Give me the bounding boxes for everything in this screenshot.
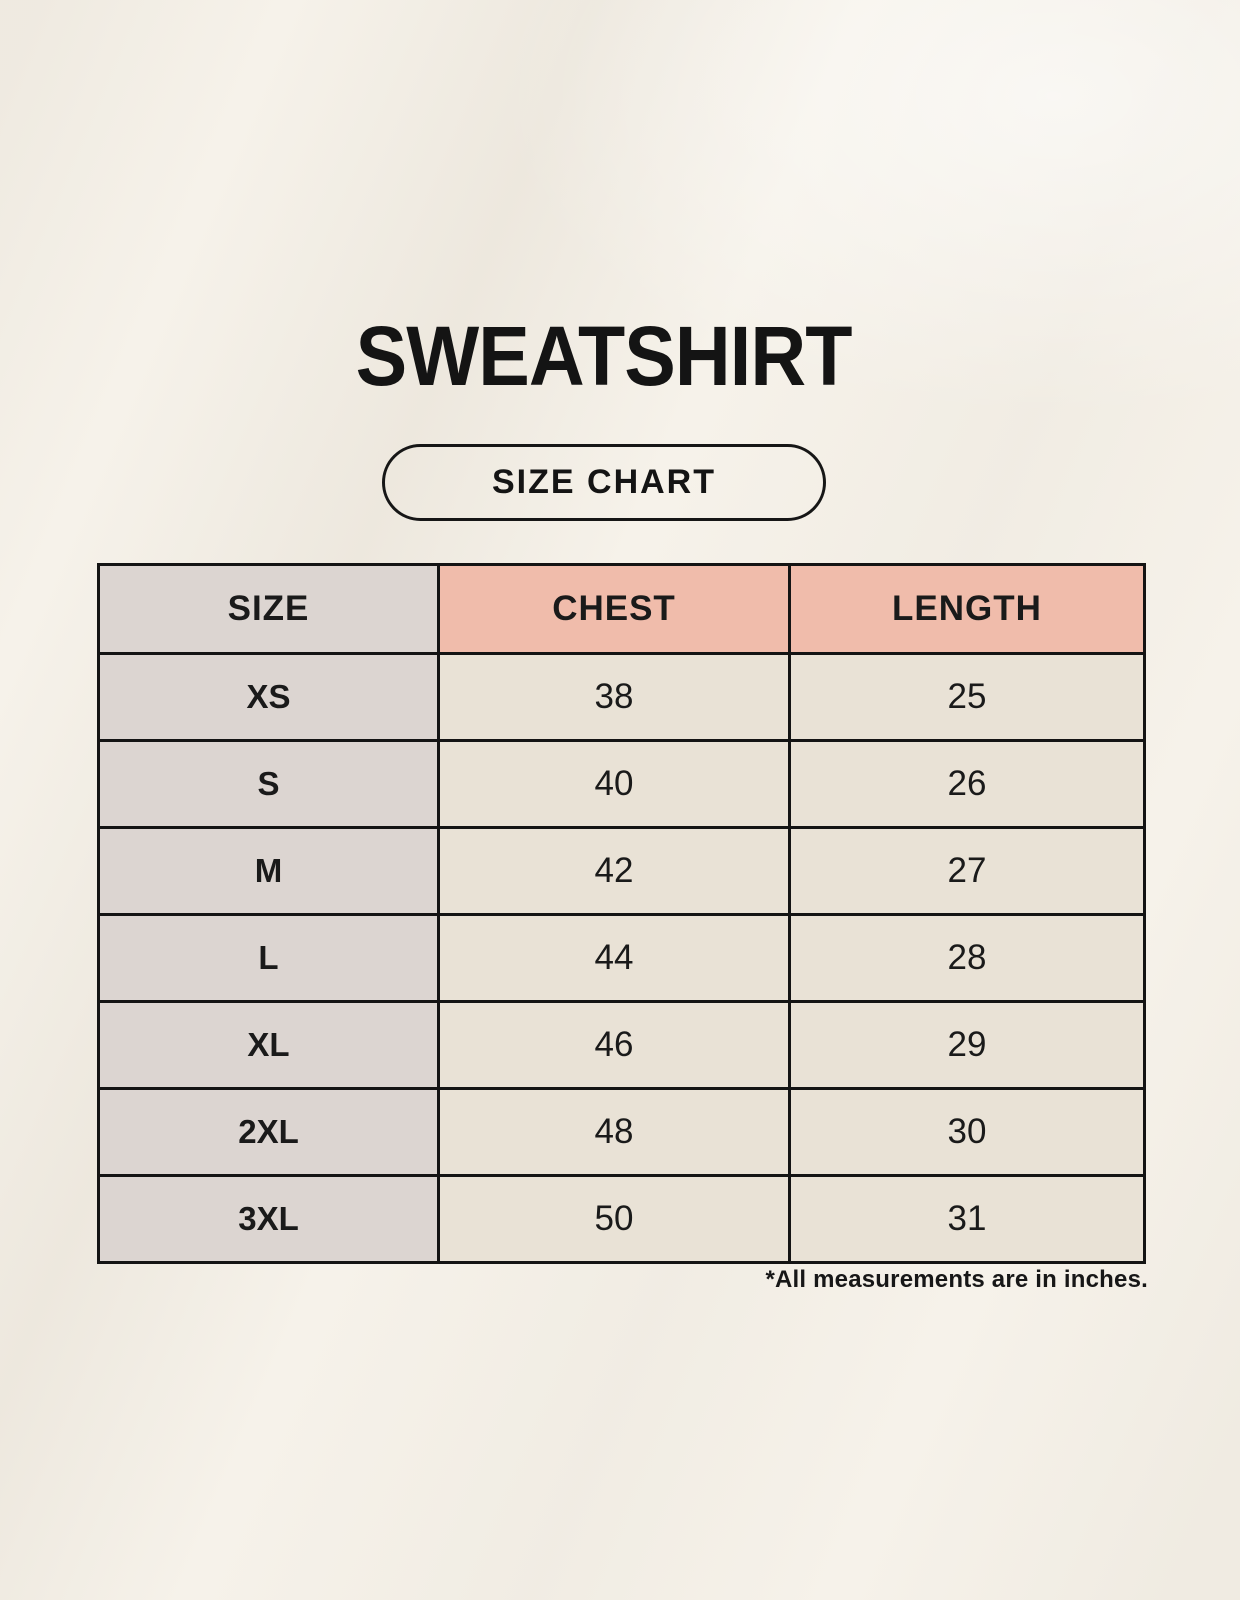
page-title: SWEATSHIRT <box>356 309 852 403</box>
column-header-chest: CHEST <box>439 565 790 654</box>
size-chart-table <box>97 563 1143 1264</box>
table-row <box>99 1002 1145 1089</box>
length-cell: 26 <box>790 741 1145 828</box>
size-cell: S <box>99 741 439 828</box>
table-row <box>99 1089 1145 1176</box>
measurements-footnote: *All measurements are in inches. <box>765 1266 1148 1293</box>
title-band <box>0 308 1224 405</box>
size-cell: XS <box>99 654 439 741</box>
table-header-row <box>99 565 1145 654</box>
table-row <box>99 915 1145 1002</box>
size-cell: 3XL <box>99 1176 439 1263</box>
chest-cell: 42 <box>439 828 790 915</box>
chest-cell: 38 <box>439 654 790 741</box>
length-cell: 30 <box>790 1089 1145 1176</box>
length-cell: 27 <box>790 828 1145 915</box>
chest-cell: 46 <box>439 1002 790 1089</box>
chest-cell: 40 <box>439 741 790 828</box>
chest-cell: 44 <box>439 915 790 1002</box>
size-chart-badge-label: SIZE CHART <box>492 463 716 501</box>
length-cell: 28 <box>790 915 1145 1002</box>
chest-cell: 48 <box>439 1089 790 1176</box>
table-row <box>99 741 1145 828</box>
size-cell: M <box>99 828 439 915</box>
size-cell: XL <box>99 1002 439 1089</box>
column-header-size: SIZE <box>99 565 439 654</box>
table-row <box>99 1176 1145 1263</box>
chest-cell: 50 <box>439 1176 790 1263</box>
table-row <box>99 654 1145 741</box>
size-chart-badge <box>382 444 826 521</box>
length-cell: 29 <box>790 1002 1145 1089</box>
size-cell: L <box>99 915 439 1002</box>
length-cell: 31 <box>790 1176 1145 1263</box>
column-header-length: LENGTH <box>790 565 1145 654</box>
size-cell: 2XL <box>99 1089 439 1176</box>
badge-band <box>0 444 1224 521</box>
length-cell: 25 <box>790 654 1145 741</box>
table-row <box>99 828 1145 915</box>
